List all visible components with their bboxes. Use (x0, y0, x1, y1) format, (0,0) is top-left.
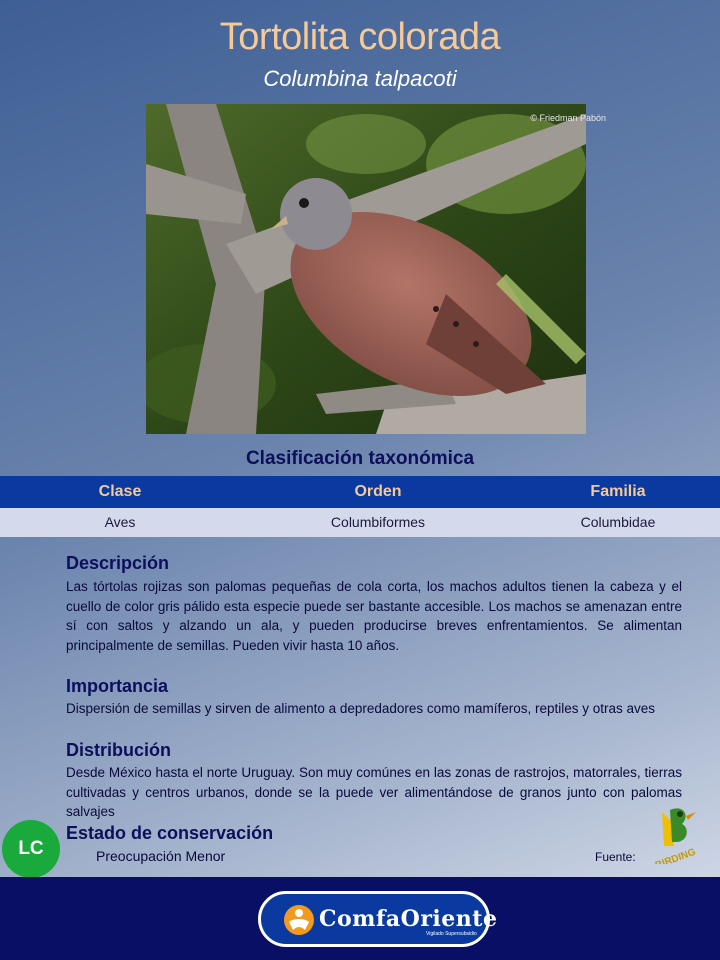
page-title: Tortolita colorada (219, 16, 501, 58)
importance-heading: Importancia (66, 676, 169, 696)
conservation-status: Preocupación Menor (96, 848, 226, 864)
description-text: Las tórtolas rojizas son palomas pequeñas de cola corta, los machos adultos tienen la cabeza y el cuello de color gris pálido esta especie puede ser bastante accesible. Los machos se amenazan entre sí con saltos y alzando un ala, y pueden producirse breves enfrentamientos. Se alimentan principalmente de semillas. Pueden vivir hasta 10 años. (66, 579, 682, 653)
birding-logo-text: BIRDING (653, 846, 698, 864)
bird-photo (146, 104, 586, 434)
taxonomy-value-row (0, 508, 720, 537)
taxonomy-heading: Clasificación taxonómica (245, 448, 475, 469)
distribution-heading: Distribución (66, 740, 172, 760)
comfaoriente-emblem-icon (283, 904, 315, 936)
conservation-badge: LC (2, 820, 60, 878)
taxonomy-value-familia: Columbidae (580, 514, 656, 530)
taxonomy-header-familia: Familia (590, 483, 646, 500)
scientific-name: Columbina talpacoti (263, 66, 457, 91)
comfaoriente-logo-subtext: Vigilado Supersubsidio (426, 931, 477, 937)
birding-logo (650, 802, 710, 864)
footer (0, 877, 720, 960)
taxonomy-header-orden: Orden (354, 483, 402, 500)
description-heading: Descripción (66, 553, 170, 573)
comfaoriente-logo-text: ComfaOriente (319, 906, 498, 932)
taxonomy-value-clase: Aves (104, 514, 136, 530)
importance-text: Dispersión de semillas y sirven de alimento a depredadores como mamíferos, reptiles y otras aves (66, 701, 656, 716)
distribution-text: Desde México hasta el norte Uruguay. Son muy comúnes en las zonas de rastrojos, matorrales, tierras cultivadas y centros urbanos, donde se la puede ver alimentándose de granos junto con palomas salvajes (66, 765, 682, 819)
photo-credit: © Friedman Pabón (530, 113, 606, 123)
conservation-heading: Estado de conservación (66, 823, 274, 843)
comfaoriente-logo (258, 891, 498, 947)
taxonomy-value-orden: Columbiformes (330, 514, 426, 530)
taxonomy-header-row (0, 476, 720, 508)
source-label: Fuente: (595, 850, 636, 864)
taxonomy-header-clase: Clase (98, 483, 142, 500)
